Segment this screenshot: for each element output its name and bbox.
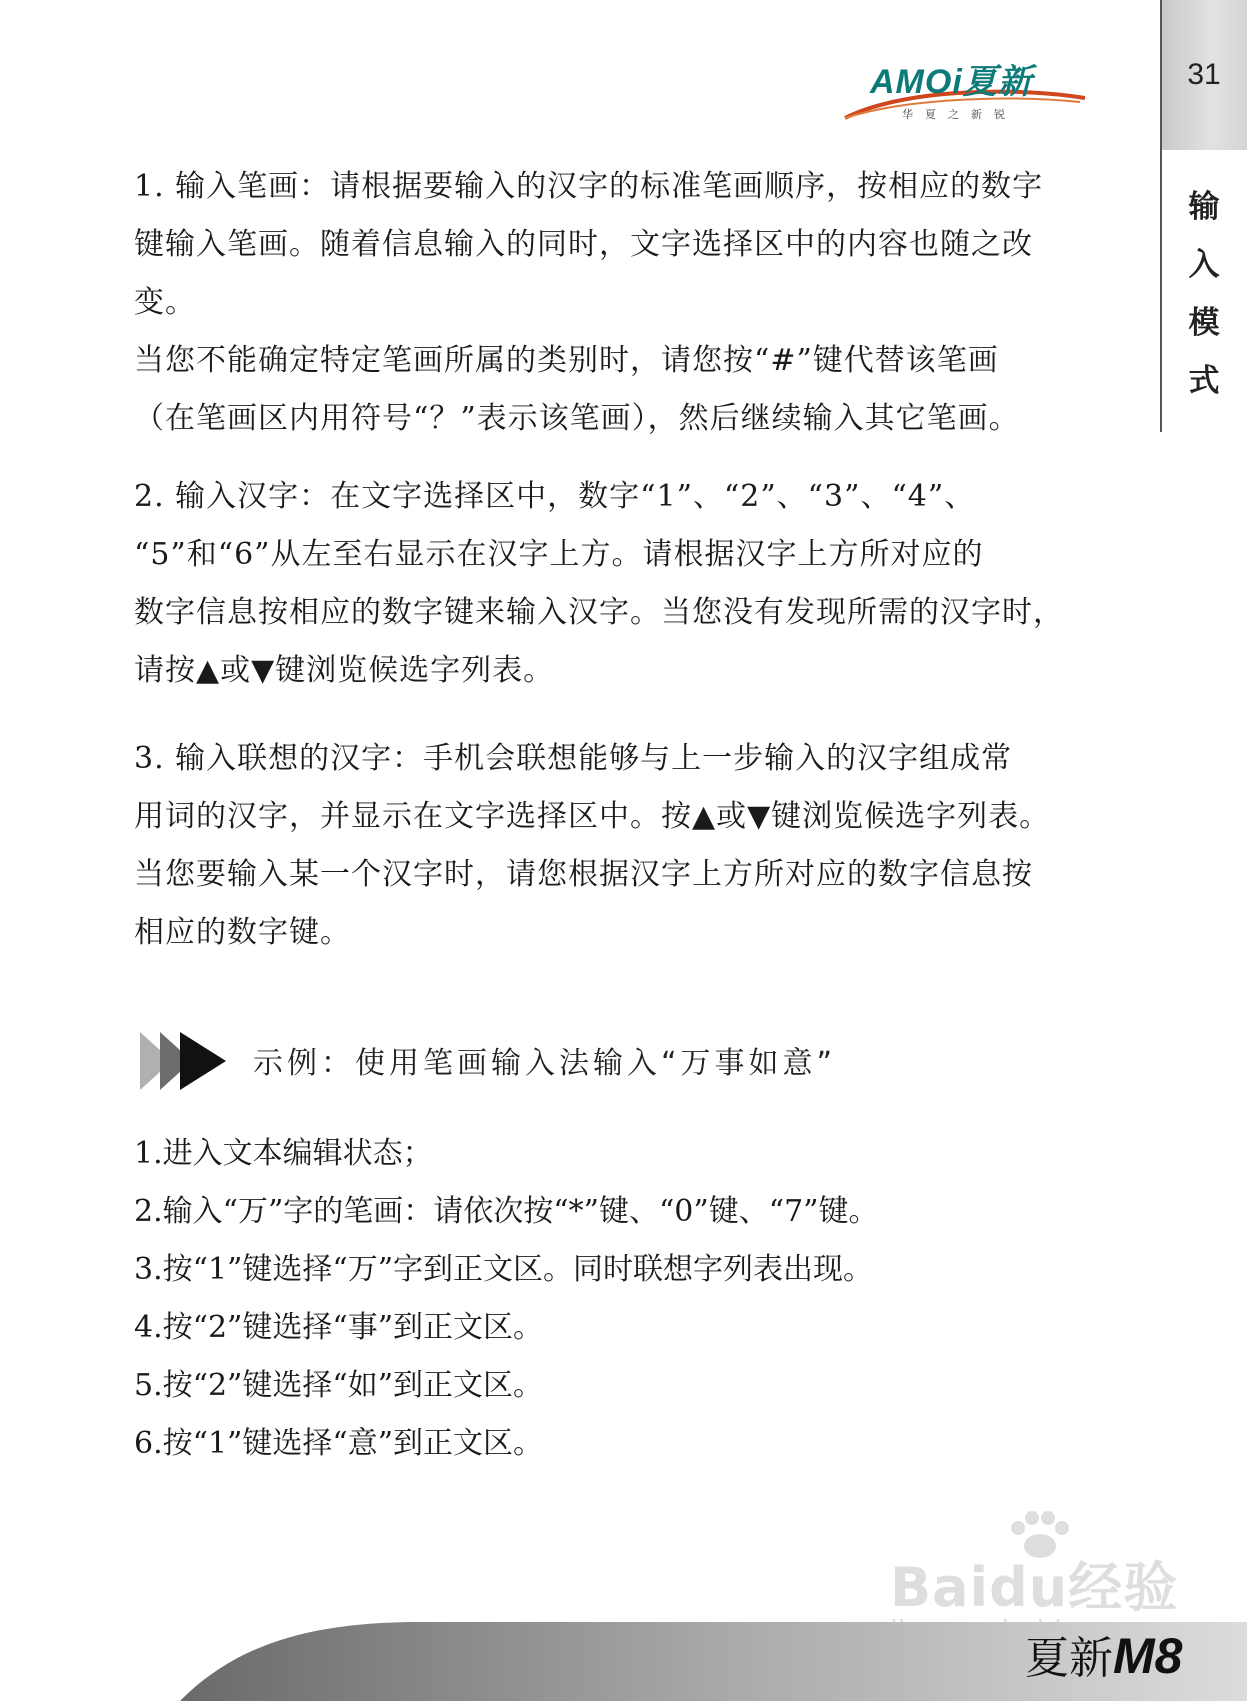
footer-model-number: M8	[1113, 1628, 1183, 1684]
text-line: 键输入笔画。随着信息输入的同时，文字选择区中的内容也随之改	[134, 227, 1033, 262]
section-title-char: 输	[1188, 189, 1220, 225]
section-title-char: 模	[1188, 305, 1220, 341]
text-line: 变。	[134, 285, 196, 320]
triple-arrow-icon	[138, 1028, 230, 1094]
list-item: 2.输入“万”字的笔画：请依次按“*”键、“0”键、“7”键。	[134, 1194, 879, 1229]
item-stroke-input	[134, 158, 1124, 448]
watermark-main: Baidu经验	[890, 1556, 1179, 1619]
list-item: 4.按“2”键选择“事”到正文区。	[134, 1310, 544, 1345]
text-line: “5”和“6”从左至右显示在汉字上方。请根据汉字上方所对应的	[134, 537, 984, 572]
section-title-char: 式	[1188, 363, 1220, 399]
example-title: 示例：使用笔画输入法输入“万事如意”	[253, 1046, 837, 1081]
logo-tagline: 华夏之新锐	[902, 108, 1017, 121]
text-line: 用词的汉字，并显示在文字选择区中。按▲或▼键浏览候选字列表。	[134, 799, 1051, 834]
text-line: 1. 输入笔画：请根据要输入的汉字的标准笔画顺序，按相应的数字	[134, 169, 1044, 204]
list-item: 1.进入文本编辑状态；	[134, 1136, 433, 1171]
footer-brand: 夏新	[1025, 1633, 1113, 1684]
footer-model	[1025, 1622, 1182, 1686]
text-line: （在笔画区内用符号“？”表示该笔画），然后继续输入其它笔画。	[134, 401, 1020, 436]
section-title-char: 入	[1188, 247, 1220, 283]
example-steps	[134, 1125, 879, 1473]
text-line: 2. 输入汉字：在文字选择区中，数字“1”、“2”、“3”、“4”、	[134, 479, 976, 514]
text-line: 请按▲或▼键浏览候选字列表。	[134, 653, 555, 688]
text-line: 相应的数字键。	[134, 915, 351, 950]
amoi-logo	[840, 50, 1090, 130]
list-item: 3.按“1”键选择“万”字到正文区。同时联想字列表出现。	[134, 1252, 874, 1287]
list-item: 5.按“2”键选择“如”到正文区。	[134, 1368, 544, 1403]
logo-brand: AMOi夏新	[870, 63, 1033, 101]
text-line: 当您要输入某一个汉字时，请您根据汉字上方所对应的数字信息按	[134, 857, 1033, 892]
text-line: 当您不能确定特定笔画所属的类别时，请您按“#”键代替该笔画	[134, 343, 999, 378]
item-input-hanzi	[134, 468, 1124, 700]
list-item: 6.按“1”键选择“意”到正文区。	[134, 1426, 544, 1461]
item-associative-input	[134, 730, 1124, 962]
page-number: 31	[1187, 58, 1221, 91]
text-line: 3. 输入联想的汉字：手机会联想能够与上一步输入的汉字组成常	[134, 741, 1013, 776]
section-title-vertical	[1161, 178, 1247, 410]
text-line: 数字信息按相应的数字键来输入汉字。当您没有发现所需的汉字时，	[134, 595, 1064, 630]
